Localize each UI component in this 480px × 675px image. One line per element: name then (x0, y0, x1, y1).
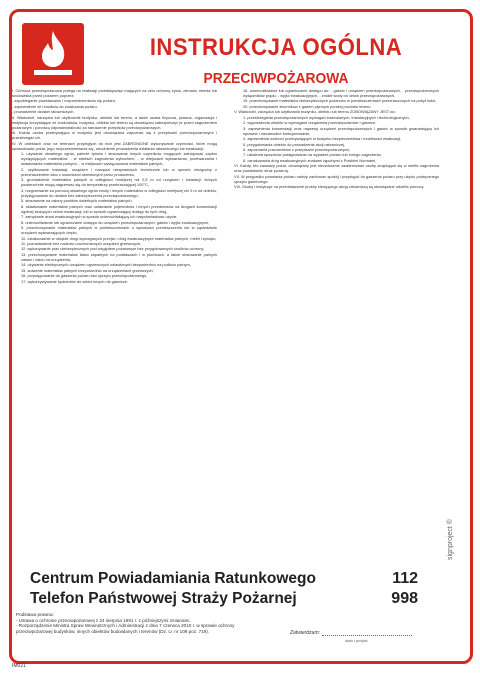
instruction-paragraph: 9. przechowywanie materiałów palnych w pomieszczeniach o wysokości pomieszczenia lub w sąsiedztwie urządzeń wytwarzających ciepło, (21, 225, 217, 236)
instruction-paragraph: 8. uniemożliwianie lub ograniczanie dostępu do urządzeń przeciwpożarowych, gaśnic i wyjść ewakuacyjnych, (21, 219, 210, 225)
legal-basis-line: - Rozporządzenie Ministra Spraw Wewnętrznych i Administracji z dnia 7 czerwca 2010 r. w sprawie ochrony przeciwpożarowej budynków, innych obiektów budowlanych i terenów (Dz. U. nr 109 poz. 719). (16, 623, 235, 634)
instruction-paragraph: VII. W przypadku powstania pożaru należy zachować spokój i przystąpić do gaszenia pożaru przy użyciu podręcznego sprzętu gaśniczego. (234, 173, 439, 184)
instruction-paragraph: 16. przystępowanie do gaszenia pożaru bez sprzętu przeciwpożarowego, (21, 273, 148, 279)
instruction-paragraph: 4. zapewnienia osobom przebywającym w budynku bezpieczeństwa i możliwości ewakuacji, (243, 136, 402, 142)
instruction-paragraph: 20. przechowywanie zbiorników z gazem płynnym poniżej poziomu terenu. (243, 103, 372, 109)
legal-basis-heading: Podstawa prawna: (16, 612, 54, 617)
instruction-paragraph: I. Ochrona przeciwpożarowa polega na realizacji przedsięwzięć mających na celu ochronę życia, zdrowia, mienia lub środowiska przed pożarem poprzez: (12, 88, 217, 99)
phone-number: 112 (392, 570, 418, 587)
instruction-paragraph: 2. wyposażenia obiektu w wymagane urządzenia przeciwpożarowe i gaśnice, (243, 120, 377, 126)
instruction-paragraph: 14. używanie elektrycznych urządzeń ogrzewczych ustawionych bezpośrednio na podłożu palnym, (21, 262, 191, 268)
left-column (12, 88, 217, 284)
instruction-paragraph: - zapobieganie powstawaniu i rozprzestrzenianiu się pożaru, (12, 98, 117, 104)
legal-basis (16, 612, 266, 634)
signature-line (322, 635, 412, 636)
instruction-paragraph: 6. składowanie materiałów palnych oraz ustawianie pojemników i innych przedmiotów na drogach komunikacji ogólnej służących celom ewakuacji, lub w sposób ograniczający dostęp do tych dróg, (21, 203, 217, 214)
instruction-paragraph: II. Właściciel, zarządca lub użytkownik budynku, obiektu lub terenu, a także osoba fizyczna, prawna, organizacja i instytucja korzystające ze środowiska, budynku, obiektu lub terenu są obowiązani zabezpieczyć je przed zagrożeniem pożarowym i ponoszą odpowiedzialność za naruszenie przepisów przeciwpożarowych. (12, 114, 217, 130)
instruction-paragraph: 12. wykonywanie prac niebezpiecznych pod względem pożarowym bez przygotowanych środków ochrony, (21, 246, 205, 252)
instruction-paragraph: 19. przechowywanie materiałów niebezpiecznych pożarowo w pomieszczeniach przeznaczonych na pobyt ludzi, (243, 98, 437, 104)
instruction-paragraph: 2. użytkowanie instalacji, urządzeń i narzędzi niesprawnych technicznie lub w sposób niezgodny z przeznaczeniem albo z warunkami określonymi przez producenta, (21, 166, 217, 177)
instruction-paragraph: 17. wykorzystywanie hydrantów do celów innych niż gaśnicze. (21, 278, 129, 284)
instruction-paragraph: 13. przechowywanie materiałów łatwo zapalnych na poddaszach i w piwnicach, a także stosowanie palnych zasłon i osłon na urządzenia, (21, 251, 217, 262)
instruction-paragraph: 8. oznakowania dróg ewakuacyjnych znakami zgodnymi z Polskimi Normami, (243, 157, 377, 163)
instruction-paragraph: IV. W obiektach oraz na terenach przyległych do nich jest ZABRONIONE wykonywanie czynności, które mogą spowodować pożar, jego rozprzestrzenianie się, utrudnienie prowadzenia działania ratowniczego lub ewakuacji: (12, 140, 217, 151)
phone-label: Telefon Państwowej Straży Pożarnej (30, 590, 297, 607)
instruction-paragraph: 18. uniemożliwianie lub ograniczanie dostępu do: - gaśnic i urządzeń przeciwpożarowych, - przeciwpożarowych wyłączników prądu, - wyjść ewakuacyjnych, - źródeł wody do celów przeciwpożarowych, (243, 88, 439, 99)
page-subtitle: PRZECIWPOŻAROWA (203, 70, 349, 87)
right-column (234, 88, 439, 190)
legal-basis-line: - Ustawa o ochronie przeciwpożarowej z 24 sierpnia 1991 r. z późniejszymi zmianami, (16, 617, 191, 623)
product-code: IM021 (12, 663, 26, 669)
signature-hint: data i podpis (345, 638, 368, 643)
instruction-paragraph: 11. pozostawianie bez nadzoru uruchomionych urządzeń grzewczych, (21, 241, 142, 246)
instruction-paragraph: V. Właściciel, zarządca lub użytkownik budynku, obiektu lub terenu ZOBOWIĄZANY JEST do: (234, 109, 396, 115)
instruction-paragraph: VIII. Osoby i instytucje na przedstawione prośby kierującego akcją ratowniczą są obowiązane udzielić pomocy. (234, 184, 425, 190)
fire-icon (22, 23, 84, 85)
instruction-paragraph: 3. zapewnienia konserwacji oraz naprawy urządzeń przeciwpożarowych i gaśnic w sposób gwarantujący ich sprawne i niezawodne funkcjonowanie, (243, 125, 439, 136)
instruction-paragraph: - zapewnienie sił i środków do zwalczania pożaru, (12, 103, 98, 109)
approval-label: Zatwierdzam: (290, 630, 321, 636)
instruction-body (12, 88, 444, 578)
instruction-paragraph: 5. przygotowania obiektu do prowadzenia akcji ratowniczej, (243, 141, 346, 147)
phone-number: 998 (391, 590, 418, 607)
page-title: INSTRUKCJA OGÓLNA (149, 34, 403, 61)
instruction-paragraph: - prowadzenie działań ratowniczych. (12, 109, 75, 115)
instruction-paragraph: 3. gromadzenie materiałów palnych w odległości mniejszej niż 0,5 m od urządzeń i instalacji, których powierzchnie mogą nagrzewać się do temperatury przekraczającej 100°C, (21, 177, 217, 188)
instruction-paragraph: 15. suszenie materiałów palnych bezpośrednio na urządzeniach grzewczych, (21, 267, 154, 273)
instruction-paragraph: 1. przestrzegania przeciwpożarowych wymagań budowlanych, instalacyjnych i technologicznych, (243, 114, 410, 120)
instruction-paragraph: 7. zamykanie drzwi ewakuacyjnych w sposób uniemożliwiający ich natychmiastowe użycie, (21, 214, 178, 220)
instruction-paragraph: 1. używanie otwartego ognia, palenie tytoniu i stosowanie innych czynników mogących zainicjować zapłon występujących materiałów: - w strefach zagrożenia wybuchem, - w miejscach wytwarzania, przetwarzania i składowania materiałów palnych, - w miejscach występowania materiałów palnych, (21, 151, 217, 167)
phone-label: Centrum Powiadamiania Ratunkowego (30, 570, 316, 587)
brand-label: signproject ® (447, 519, 454, 560)
instruction-paragraph: 4. rozgrzewanie za pomocą otwartego ognia smoły i innych materiałów w odległości mniejszej niż 5 m od obiektu, przystępowanie do działań bez zabezpieczenia przeciwpożarowego, (21, 187, 217, 198)
instruction-paragraph: VI. Każdy, kto zauważy pożar, obowiązany jest niezwłocznie zaalarmować osoby znajdujące się w strefie zagrożenia oraz powiadomić straż pożarną. (234, 163, 439, 174)
instruction-paragraph: 7. ustalenia sposobów postępowania na wypadek pożaru lub innego zagrożenia, (243, 152, 382, 158)
instruction-paragraph: 10. lokalizowanie w obrębie drogi wymaganych przejść i dróg ewakuacyjnych materiałów palnych, mebli i sprzętu, (21, 235, 217, 241)
instruction-paragraph: 5. stosowanie na osłony punktów świetlnych materiałów palnych, (21, 198, 133, 204)
instruction-paragraph: III. Każda osoba przebywająca w budynku jest obowiązana zapoznać się z przepisami przeciwpożarowymi i przestrzegać ich. (12, 130, 217, 141)
instruction-paragraph: 6. zapoznania pracowników z przepisami przeciwpożarowymi, (243, 147, 350, 153)
